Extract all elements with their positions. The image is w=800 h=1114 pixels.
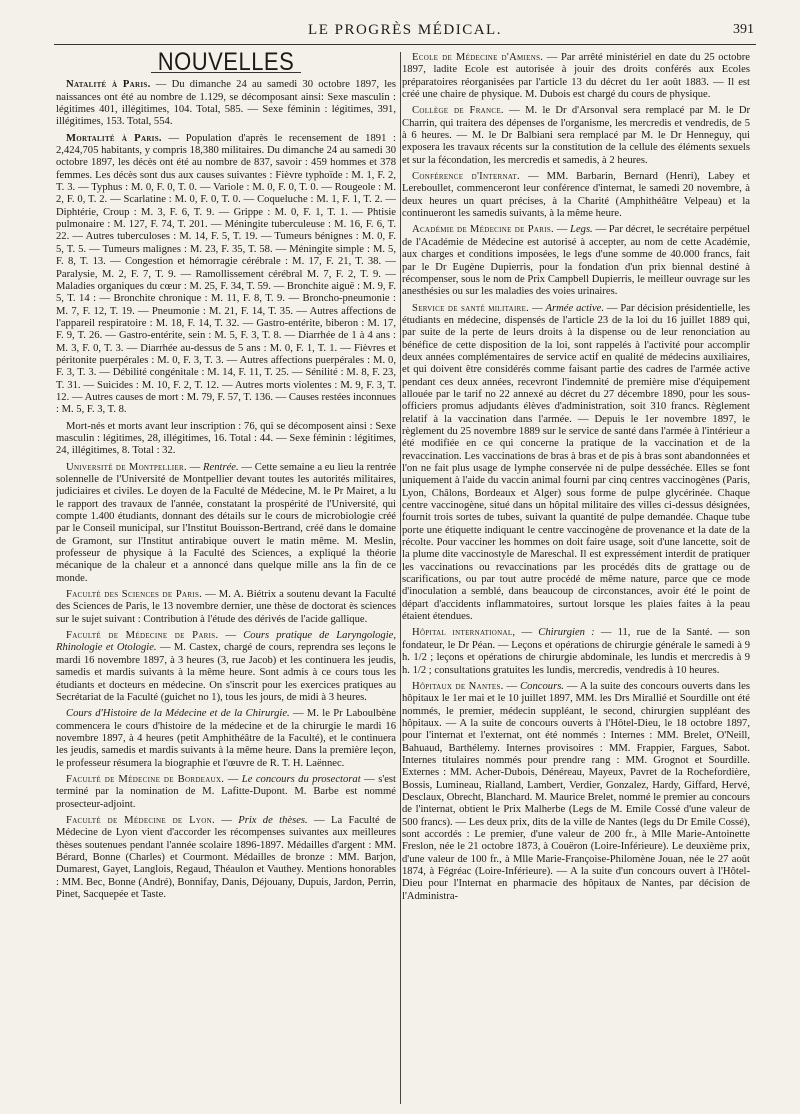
article-subheading: Rentrée. (203, 461, 239, 473)
article-heading: Université de Montpellier. (66, 461, 187, 473)
article-paragraph: Natalité à Paris. — Du dimanche 24 au samedi 30 octobre 1897, les naissances ont été au nombre de 1.129, se décomposant ainsi: Sexe masculin : légitimes 401, illégitimes, 104. Total, 585. — Sexe féminin : légitimes, 391, illégitimes, 153. Total, 554. (56, 79, 396, 128)
article-paragraph: Collège de France. — M. le Dr d'Arsonval sera remplacé par M. le Dr Charrin, qui traitera des dépenses de l'organisme, les mercredis et vendredis, de 5 à 6 heures. — M. le Dr Balbiani sera remplacé par M. le Dr Henneguy, qui exposera les travaux récents sur la constitution de la cellule des éléments sexuels et sur la fécondation, les mercredis et samedis, à 2 heures. (402, 105, 750, 166)
article-body: La Faculté de Médecine de Lyon vient d'accorder les récompenses suivantes aux meilleures thèses soutenues pendant l'année scolaire 1896-1897. Médailles d'argent : MM. Bérard, Bonne (Charles) et Courmont. Médailles de bronze : MM. Barjon, Dumarest, Gayet, Langlois, Regaud, Théaulon et Vauthey. Mentions honorables : MM. Bec, Bonne (André), Bonnifay, Danis, Déjouany, Dupuis, Jardon, Perrin, Pinet, Sacquepée et Taste. (56, 814, 396, 900)
article-body: Par arrêté ministériel en date du 25 octobre 1897, ladite Ecole est autorisée à jouir des droits conférés aux Ecoles préparatoires réorganisées par l'article 13 du décret du 1er août 1883. — Il est créé une chaire de physique. M. Dubois est chargé du cours de physique. (402, 52, 750, 101)
article-paragraph: Faculté de Médecine de Bordeaux. — Le concours du prosectorat — s'est terminé par la nomination de M. Lafitte-Dupont. M. Barbe est nommé prosecteur-adjoint. (56, 773, 396, 810)
article-subheading: Prix de thèses. (238, 814, 308, 826)
left-column (56, 52, 396, 1108)
right-column (402, 52, 750, 1108)
article-heading: Conférence d'Internat. (412, 171, 520, 183)
article-paragraph (56, 421, 396, 458)
column-divider (400, 52, 401, 1104)
article-paragraph: Mortalité à Paris. — Population d'après le recensement de 1891 : 2,424,705 habitants, y compris 18,380 militaires. Du dimanche 24 au samedi 30 octobre 1897, les décès ont été au nombre de 837, savoir : 459 hommes et 378 femmes. Les décès sont dus aux causes suivantes : Fièvre typhoïde : M. 1, F. 2, T. 3. — Typhus : M. 0, F. 0, T. 0. — Variole : M. 0, F. 0, T. 0. — Rougeole : M. 2, F. 0, T. 2. — Scarlatine : M. 0, F. 0, T. 0. — Coqueluche : M. 1, F. 1, T. 2. — Diphtérie, Croup : M. 3, F. 6, T. 9. — Grippe : M. 0, F. 1, T. 1. — Phtisie pulmonaire : M. 127, F. 74, T. 201. — Méningite tuberculeuse : M. 16, F. 6, T. 22. — Autres tuberculoses : M. 14, F. 5, T. 19. — Tumeurs bénignes : M. 0, F. 5, T. 5. — Tumeurs malignes : M. 23, F. 35, T. 58. — Méningite simple : M. 5, F. 8, T. 13. — Congestion et hémorragie cérébrale : M. 17, F. 21, T. 38. — Paralysie, M. 2, F. 7, T. 9. — Ramollissement cérébral M. 7, F. 2, T. 9. — Maladies organiques du cœur : M. 25, F. 34, T. 59. — Bronchite aiguë : M. 9, F. 5, T. 14 : — Bronchite chronique : M. 11, F. 8, T. 9. — Broncho-pneumonie : M. 7, F. 12, T. 19. — Pneumonie : M. 21, F. 14, T. 35. — Autres affections de l'appareil respiratoire : M. 18, F. 14, T. 32. — Gastro-entérite, biberon : M. 17, F. 9, T. 26. — Gastro-entérite, sein : M. 5, F. 3, T. 8. — Diarrhée de 1 à 4 ans : M. 3, F. 0, T. 3. — Diarrhée au-dessus de 5 ans : M. 0, F. 1, T. 1. — Fièvres et péritonite puerpérales : M. 0, F. 3, T. 3. — Autres affections puerpérales : M. 0, F. 3, T. 3. — Débilité congénitale : M. 14, F. 11, T. 25. — Sénilité : M. 8, F. 23, T. 31. — Suicides : M. 10, F. 2, T. 12. — Autres morts violentes : M. 9, F. 3, T. 12. — Autres causes de mort : M. 79, F. 57, T. 136. — Causes restées inconnues : M. 5, F. 3, T. 8. (56, 132, 396, 416)
article-heading: Hôpital international, (412, 627, 516, 639)
article-heading: Ecole de Médecine d'Amiens. (412, 52, 544, 63)
article-body: Mort-nés et morts avant leur inscription : 76, qui se décomposent ainsi : Sexe masculin : légitimes, 28, illégitimes, 16. Total : 44. — Sexe féminin : légitimes, 24, illégitimes, 8. Total : 32. (56, 420, 396, 457)
article-subheading: Chirurgien : (538, 627, 595, 639)
article-heading: Faculté des Sciences de Paris. (66, 589, 203, 601)
article-subheading: Cours pratique de Laryngologie, Rhinologie et Otologie. (56, 630, 396, 654)
article-body: Du dimanche 24 au samedi 30 octobre 1897, les naissances ont été au nombre de 1.129, se décomposant ainsi: Sexe masculin : légitimes 401, illégitimes, 104. Total, 585. — Sexe féminin : légitimes, 391, illégitimes, 153. Total, 554. (56, 79, 396, 128)
article-subheading: Cours d'Histoire de la Médecine et de la Chirurgie. (66, 708, 290, 720)
article-heading: Mortalité à Paris. (66, 132, 162, 144)
article-body: M. Castex, chargé de cours, reprendra ses leçons le mardi 16 novembre 1897, à 3 heures (3, rue Jacob) et les continuera les jeudis, samedis et mardis suivants à la même heure. Sont admis à ce cours tous les étudiants et docteurs en médecine. On s'inscrit pour les exercices pratiques au Secrétariat de la Faculté (guichet no 1), tous les jours, de midi à 3 heures. (56, 642, 396, 703)
article-heading: Hôpitaux de Nantes. (412, 680, 504, 692)
section-title: NOUVELLES (157, 52, 295, 76)
article-paragraph: Université de Montpellier. — Rentrée. — Cette semaine a eu lieu la rentrée solennelle de l'Université de Montpellier devant toutes les autorités militaires, judiciaires et civiles. Le doyen de la Faculté de Médecine, M. le Pr Mairet, a lu le rapport des travaux de l'année, constatant la prospérité de l'Université, qui compte 1.400 étudiants, donnant des détails sur le cours de microbiologie créé par le Conseil municipal, sur l'Institut Bouisson-Bertrand, créé dans le domaine de Gramont, sur l'Institut antirabique ouvert le matin même. M. Meslin, professeur de physique à la Faculté des Sciences, a expliqué la théorie mécanique de la chaleur et a annoncé dans quelque mille ans la fin de ce monde. (56, 461, 396, 584)
article-paragraph: Conférence d'Internat. — MM. Barbarin, Bernard (Henri), Labey et Lereboullet, commenceront leur conférence d'internat, le samedi 20 novembre, à deux heures un quart précises, à la Charité (Amphithéâtre Velpeau) et la continueront les samedis suivants, à la même heure. (402, 171, 750, 220)
article-body: M. A. Biétrix a soutenu devant la Faculté des Sciences de Paris, le 13 novembre dernier, une thèse de doctorat ès sciences sur le sujet suivant : Contribution à l'étude des dérivés de l'acide gallique. (56, 589, 396, 625)
article-body: Population d'après le recensement de 1891 : 2,424,705 habitants, y compris 18,380 militaires. Du dimanche 24 au samedi 30 octobre 1897, les décès ont été au nombre de 837, savoir : 459 hommes et 378 femmes. Les décès sont dus aux causes suivantes : Fièvre typhoïde : M. 1, F. 2, T. 3. — Typhus : M. 0, F. 0, T. 0. — Variole : M. 0, F. 0, T. 0. — Rougeole : M. 2, F. 0, T. 2. — Scarlatine : M. 0, F. 0, T. 0. — Coqueluche : M. 1, F. 1, T. 2. — Diphtérie, Croup : M. 3, F. 6, T. 9. — Grippe : M. 0, F. 1, T. 1. — Phtisie pulmonaire : M. 127, F. 74, T. 201. — Méningite tuberculeuse : M. 16, F. 6, T. 22. — Autres tuberculoses : M. 14, F. 5, T. 19. — Tumeurs bénignes : M. 0, F. 5, T. 5. — Tumeurs malignes : M. 23, F. 35, T. 58. — Méningite simple : M. 5, F. 8, T. 13. — Congestion et hémorragie cérébrale : M. 17, F. 21, T. 38. — Paralysie, M. 2, F. 7, T. 9. — Ramollissement cérébral M. 7, F. 2, T. 9. — Maladies organiques du cœur : M. 25, F. 34, T. 59. — Bronchite aiguë : M. 9, F. 5, T. 14 : — Bronchite chronique : M. 11, F. 8, T. 9. — Broncho-pneumonie : M. 7, F. 12, T. 19. — Pneumonie : M. 21, F. 14, T. 35. — Autres affections de l'appareil respiratoire : M. 18, F. 14, T. 32. — Gastro-entérite, biberon : M. 17, F. 9, T. 26. — Gastro-entérite, sein : M. 5, F. 3, T. 8. — Diarrhée de 1 à 4 ans : M. 3, F. 0, T. 3. — Diarrhée au-dessus de 5 ans : M. 0, F. 1, T. 1. — Fièvres et péritonite puerpérales : M. 0, F. 3, T. 3. — Autres affections puerpérales : M. 0, F. 3, T. 3. — Débilité congénitale : M. 14, F. 11, T. 25. — Sénilité : M. 8, F. 23, T. 31. — Suicides : M. 10, F. 2, T. 12. — Autres morts violentes : M. 9, F. 3, T. 12. — Autres causes de mort : M. 79, F. 57, T. 136. — Causes restées inconnues : M. 5, F. 3, T. 8. (56, 132, 396, 416)
article-subheading: Legs. (570, 224, 593, 236)
running-header (54, 18, 756, 45)
article-heading: Natalité à Paris. (66, 79, 151, 91)
article-subheading: Le concours du prosectorat (241, 773, 361, 785)
article-body: 11, rue de la Santé. — son fondateur, le Dr Péan. — Leçons et opérations de chirurgie générale le samedi à 9 h. 1/2 ; leçons et opérations de chirurgie abdominale, les lundis et mercredis à 9 h. 1/2 ; consultations gratuites les lundis, mercredis, vendredis à 10 heures. (402, 627, 750, 676)
article-body: A la suite des concours ouverts dans les hôpitaux le 1er mai et le 10 juillet 1897, MM. les Drs Mirallié et Sourdille ont été nommés, le premier, médecin suppléant, le second, chirurgien suppléant des hôpitaux. — A la suite de concours ouverts à l'Hôtel-Dieu, le 18 octobre 1897, pour l'internat et l'externat, ont été nommés : Internes : MM. Brelet, O'Neill, Bahuaud, Barthélemy. Internes provisoires : MM. Frappier, Fargues, Sabot. Internes titulaires nommés pour prendre rang : MM. Grognot et Sourdille. Externes : MM. Acher-Dubois, Dénéreau, Mayeux, Pavret de la Rochefordière, Bossis, Lumineau, Rialland, Lambert, Verdier, Gonzalez, Hardy, Giffard, Hervé, Desclaux, Obrecht, Blanchard. M. Maurice Brelet, nommé le premier au concours de l'internat, obtient le Prix Malherbe (Legs de M. Emile Cossé d'une valeur de 500 francs). — Les deux prix, dits de la ville de Nantes (legs du Dr Emile Cossé), sont accordés : Le premier, d'une valeur de 200 fr., à Mlle Marie-Antoinette Freslon, née le 21 octobre 1873, à Couëron (Loire-Inférieure). Le deuxième prix, d'une valeur de 100 fr., à Mlle Marie-Françoise-Philomène Jouan, née le 27 août 1874, à Fégréac (Loire-Inférieure). — A la suite d'un concours ouvert à l'Hôtel-Dieu pour l'Internat en pharmacie des hôpitaux de Nantes, par décision de l'Administra- (402, 680, 750, 902)
article-subheading: Armée active. (545, 302, 605, 314)
article-heading: Service de santé militaire. (412, 302, 530, 314)
article-subheading: Concours. (520, 680, 564, 692)
article-heading: Collège de France. (412, 105, 504, 117)
article-paragraph: Faculté des Sciences de Paris. — M. A. Biétrix a soutenu devant la Faculté des Sciences de Paris, le 13 novembre dernier, une thèse de doctorat ès sciences sur le sujet suivant : Contribution à l'étude des dérivés de l'acide gallique. (56, 589, 396, 625)
article-body: MM. Barbarin, Bernard (Henri), Labey et Lereboullet, commenceront leur conférence d'internat, le samedi 20 novembre, à deux heures un quart précises, à la Charité (Amphithéâtre Velpeau) et la continueront les samedis suivants, à la même heure. (402, 171, 750, 220)
article-body: Par décret, le secrétaire perpétuel de l'Académie de Médecine est autorisé à accepter, au nom de cette Académie, aux charges et conditions imposées, le legs d'une somme de 40.000 francs, fait par le Dr Eugène Dupierris, pour la fondation d'un prix biennal destiné à récompenser, sous le nom de Prix Campbell Dupierris, le meilleur ouvrage sur les anesthésies ou sur les maladies des voies urinaires. (402, 224, 750, 298)
article-paragraph: Hôpitaux de Nantes. — Concours. — A la suite des concours ouverts dans les hôpitaux le 1er mai et le 10 juillet 1897, MM. les Drs Mirallié et Sourdille ont été nommés, le premier, médecin suppléant, le second, chirurgien suppléant des hôpitaux. — A la suite de concours ouverts à l'Hôtel-Dieu, le 18 octobre 1897, pour l'internat et l'externat, ont été nommés : Internes : MM. Brelet, O'Neill, Bahuaud, Barthélemy. Internes provisoires : MM. Frappier, Fargues, Sabot. Internes titulaires nommés pour prendre rang : MM. Grognot et Sourdille. Externes : MM. Acher-Dubois, Dénéreau, Mayeux, Pavret de la Rochefordière, Bossis, Lumineau, Rialland, Lambert, Verdier, Gonzalez, Hardy, Giffard, Hervé, Desclaux, Obrecht, Blanchard. M. Maurice Brelet, nommé le premier au concours de l'internat, obtient le Prix Malherbe (Legs de M. Emile Cossé d'une valeur de 500 francs). — Les deux prix, dits de la ville de Nantes (legs du Dr Emile Cossé), sont accordés : Le premier, d'une valeur de 200 fr., à Mlle Marie-Antoinette Freslon, née le 21 octobre 1873, à Couëron (Loire-Inférieure). Le deuxième prix, d'une valeur de 100 fr., à Mlle Marie-Françoise-Philomène Jouan, née le 27 août 1874, à Fégréac (Loire-Inférieure). — A la suite d'un concours ouvert à l'Hôtel-Dieu pour l'Internat en pharmacie des hôpitaux de Nantes, par décision de l'Administra- (402, 680, 750, 902)
article-body: M. le Pr Laboulbène commencera le cours d'histoire de la médecine et de la chirurgie le mardi 16 novembre 1897, à 4 heures (petit Amphithéâtre de la Faculté), et le continuera les jeudis, samedis et mardis suivants à la même heure. Dans la première leçon, le professeur résumera la biographie et l'œuvre de R. T. H. Laënnec. (56, 708, 396, 769)
article-heading: Faculté de Médecine de Lyon. (66, 814, 215, 826)
article-paragraph: Faculté de Médecine de Paris. — Cours pratique de Laryngologie, Rhinologie et Otologie. — M. Castex, chargé de cours, reprendra ses leçons le mardi 16 novembre 1897, à 3 heures (3, rue Jacob) et les continuera les jeudis, samedis et mardis suivants à la même heure. Sont admis à ce cours tous les étudiants et docteurs en médecine. On s'inscrit pour les exercices pratiques au Secrétariat de la Faculté (guichet no 1), tous les jours, de midi à 3 heures. (56, 630, 396, 703)
article-body: s'est terminé par la nomination de M. Lafitte-Dupont. M. Barbe est nommé prosecteur-adjoint. (56, 773, 396, 810)
article-paragraph: Hôpital international, — Chirurgien : — 11, rue de la Santé. — son fondateur, le Dr Péan. — Leçons et opérations de chirurgie générale le samedi à 9 h. 1/2 ; leçons et opérations de chirurgie abdominale, les lundis et mercredis à 9 h. 1/2 ; consultations gratuites les lundis, mercredis, vendredis à 10 heures. (402, 627, 750, 676)
article-heading: Académie de Médecine de Paris. (412, 224, 554, 236)
article-heading: Faculté de Médecine de Paris. (66, 630, 219, 642)
article-paragraph: Cours d'Histoire de la Médecine et de la Chirurgie. — M. le Pr Laboulbène commencera le cours d'histoire de la médecine et de la chirurgie le mardi 16 novembre 1897, à 4 heures (petit Amphithéâtre de la Faculté), et le continuera les jeudis, samedis et mardis suivants à la même heure. Dans la première leçon, le professeur résumera la biographie et l'œuvre de R. T. H. Laënnec. (56, 708, 396, 769)
journal-title: LE PROGRÈS MÉDICAL. (308, 22, 502, 38)
article-paragraph: Faculté de Médecine de Lyon. — Prix de thèses. — La Faculté de Médecine de Lyon vient d'accorder les récompenses suivantes aux meilleures thèses soutenues pendant l'année scolaire 1896-1897. Médailles d'argent : MM. Bérard, Bonne (Charles) et Courmont. Médailles de bronze : MM. Barjon, Dumarest, Gayet, Langlois, Regaud, Théaulon et Vauthey. Mentions honorables : MM. Bec, Bonne (André), Bonnifay, Danis, Déjouany, Dupuis, Jardon, Perrin, Pinet, Sacquepée et Taste. (56, 814, 396, 900)
article-body: Par décision présidentielle, les étudiants en médecine, dispensés de l'article 23 de la loi du 16 juillet 1889 qui, par suite de la perte de leurs droits à la dispense ou de leur renonciation au bénéfice de cette disposition de la loi, sont rappelés à l'activité pour accomplir deux années complémentaires de service actif en qualité de médecins auxiliaires, et qui doivent être considérés comme faisant partie des cadres de l'armée active pendant ces deux années, recevront l'indemnité de première mise d'équipement allouée par le tarif no 22 annexé au décret du 27 décembre 1890, pour les sous-officiers promus adjudants élèves d'administration, soit 310 francs. Règlement relatif à la vaccination dans l'armée. — Depuis le 1er novembre 1897, le règlement du 25 novembre 1889 sur le service de santé dans l'armée à l'intérieur a été modifiée en ce qui concerne la pratique de la vaccination et de la revaccination. Les vaccinations de bras à bras et de pis à bras sont abandonnées et l'on ne fait plus usage de lymphe conservée ni de pulpe desséchée. Elles se font uniquement à l'aide du vaccin animal fourni par cinq centres vaccinogènes (Paris, Lyon, Châlons, Bordeaux et Alger) sous forme de pulpe glycérinée. Chaque centre vaccinogène, situé dans un hôpital militaire des villes ci-dessus désignées, fournit trois sortes de tubes, suivant la quantité de pulpe demandée. Chaque tube porte une étiquette indiquant le centre vaccinogène de provenance et la date de la récolte. Pour vacciner les hommes on doit faire usage, soit d'une lancette, soit de la plume dite vaccinostyle de Mareschal. Il est expressément interdit de pratiquer les vaccinations ou revaccinations par les procédés dits de grattage ou de scarifications, ou par tout autre procédé de même nature, parce que ce mode d'inoculation a semblé, dans beaucoup de circonstances, avoir été le point de départ d'accidents inflammatoires, surtout lorsque les plaies faites à la peau étaient étendues. (402, 302, 750, 623)
article-body: Cette semaine a eu lieu la rentrée solennelle de l'Université de Montpellier devant toutes les autorités militaires, judiciaires et civiles. Le doyen de la Faculté de Médecine, M. le Pr Mairet, a lu le rapport des travaux de l'année, constatant la prospérité de l'Université, qui compte 1.400 étudiants, donnant des détails sur le cours de microbiologie créé par le Conseil municipal, sur l'Institut Bouisson-Bertrand, créé dans le domaine de Gramont, sur l'Institut antirabique ouvert le matin même. M. Meslin, professeur de physique à la Faculté des Sciences, a expliqué la théorie mécanique de la chaleur et a annoncé dans quelque mille ans la fin de ce monde. (56, 461, 396, 584)
page-number: 391 (733, 22, 754, 37)
article-paragraph: Académie de Médecine de Paris. — Legs. — Par décret, le secrétaire perpétuel de l'Académie de Médecine est autorisé à accepter, au nom de cette Académie, aux charges et conditions imposées, le legs d'une somme de 40.000 francs, fait par le Dr Eugène Dupierris, pour la fondation d'un prix biennal destiné à récompenser, sous le nom de Prix Campbell Dupierris, le meilleur ouvrage sur les anesthésies ou sur les maladies des voies urinaires. (402, 224, 750, 298)
article-paragraph: Ecole de Médecine d'Amiens. — Par arrêté ministériel en date du 25 octobre 1897, ladite Ecole est autorisée à jouir des droits conférés aux Ecoles préparatoires réorganisées par l'article 13 du décret du 1er août 1883. — Il est créé une chaire de physique. M. Dubois est chargé du cours de physique. (402, 52, 750, 101)
article-paragraph: Service de santé militaire. — Armée active. — Par décision présidentielle, les étudiants en médecine, dispensés de l'article 23 de la loi du 16 juillet 1889 qui, par suite de la perte de leurs droits à la dispense ou de leur renonciation au bénéfice de cette disposition de la loi, sont rappelés à l'activité pour accomplir deux années complémentaires de service actif en qualité de médecins auxiliaires, et qui doivent être considérés comme faisant partie des cadres de l'armée active pendant ces deux années, recevront l'indemnité de première mise d'équipement allouée par le tarif no 22 annexé au décret du 27 décembre 1890, pour les sous-officiers promus adjudants élèves d'administration, soit 310 francs. Règlement relatif à la vaccination dans l'armée. — Depuis le 1er novembre 1897, le règlement du 25 novembre 1889 sur le service de santé dans l'armée à l'intérieur a été modifiée en ce qui concerne la pratique de la vaccination et de la revaccination. Les vaccinations de bras à bras et de pis à bras sont abandonnées et l'on ne fait plus usage de lymphe conservée ni de pulpe desséchée. Elles se font uniquement à l'aide du vaccin animal fourni par cinq centres vaccinogènes (Paris, Lyon, Châlons, Bordeaux et Alger) sous forme de pulpe glycérinée. Chaque centre vaccinogène, situé dans un hôpital militaire des villes ci-dessus désignées, fournit trois sortes de tubes, suivant la quantité de pulpe demandée. Chaque tube porte une étiquette indiquant le centre vaccinogène de provenance et la date de la récolte. Pour vacciner les hommes on doit faire usage, soit d'une lancette, soit de la plume dite vaccinostyle de Mareschal. Il est expressément interdit de pratiquer les vaccinations ou revaccinations par les procédés dits de grattage ou de scarifications, ou par tout autre procédé de même nature, parce que ce mode d'inoculation a semblé, dans beaucoup de circonstances, avoir été le point de départ d'accidents inflammatoires, surtout lorsque les plaies faites à la peau étaient étendues. (402, 302, 750, 623)
article-body: M. le Dr d'Arsonval sera remplacé par M. le Dr Charrin, qui traitera des dépenses de l'organisme, les mercredis et vendredis, de 5 à 6 heures. — M. le Dr Balbiani sera remplacé par M. le Dr Henneguy, qui exposera les travaux récents sur la constitution de la cellule des éléments sexuels et sur la fécondation, les mercredis et samedis, à 2 heures. (402, 105, 750, 166)
article-heading: Faculté de Médecine de Bordeaux. (66, 773, 225, 785)
